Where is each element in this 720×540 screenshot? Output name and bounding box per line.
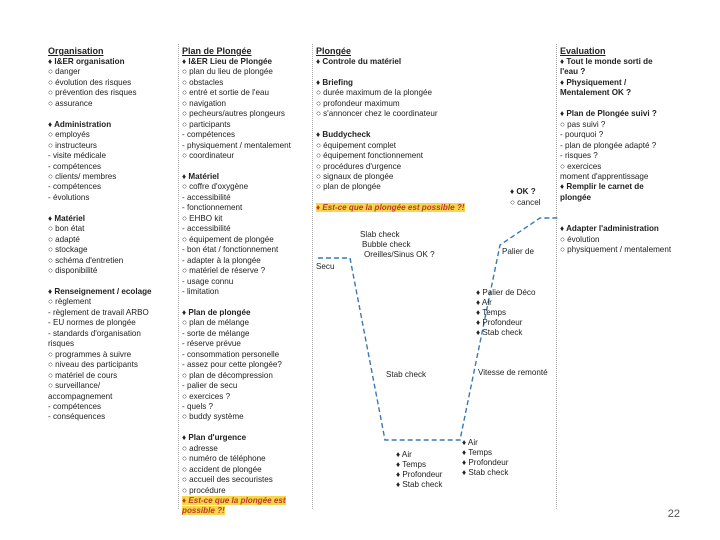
label-bottom-left-2: ♦ Temps xyxy=(396,460,427,469)
list-item: ○ prévention des risques xyxy=(48,88,137,98)
list-item: - assez pour cette plongée? xyxy=(182,360,282,370)
list-item: ○ entré et sortie de l'eau xyxy=(182,88,269,98)
list-item: - usage connu xyxy=(182,276,234,286)
list-item: ○ instructeurs xyxy=(48,140,97,150)
list-item: - compétences xyxy=(48,182,102,192)
list-item: - palier de secu xyxy=(182,381,238,391)
label-bottom-left-4: ♦ Stab check xyxy=(396,480,443,489)
list-item: - plan de plongée adapté ? xyxy=(560,140,657,150)
list-item: ♦ Buddycheck xyxy=(316,130,371,140)
list-item: ○ équipement complet xyxy=(316,140,397,150)
list-item: ♦ Plan de plongée xyxy=(182,307,251,317)
label-deco-2: ♦ Air xyxy=(476,298,492,307)
list-item: - risques ? xyxy=(560,151,598,161)
label-vitesse-remonte: Vitesse de remonté xyxy=(478,368,548,377)
column-heading: Organisation xyxy=(48,46,104,56)
list-item: - limitation xyxy=(182,286,219,296)
list-item: ○ participants xyxy=(182,119,231,129)
list-item: - réserve prévue xyxy=(182,339,241,349)
list-item: ♦ Matériel xyxy=(48,213,85,223)
list-item: ○ EHBO kit xyxy=(182,213,223,223)
list-item: ♦ Remplir le carnet de xyxy=(560,182,644,192)
list-item: - visite médicale xyxy=(48,151,107,161)
highlighted-text: possible ?! xyxy=(182,506,225,516)
list-item: - sorte de mélange xyxy=(182,328,250,338)
list-item: - bon état / fonctionnement xyxy=(182,245,279,255)
list-item: ○ accueil des secouristes xyxy=(182,475,273,485)
list-item: ○ durée maximum de la plongée xyxy=(316,88,433,98)
list-item: ○ niveau des participants xyxy=(48,360,138,370)
list-item: ♦ Adapter l'administration xyxy=(560,224,659,234)
list-item: ○ bon état xyxy=(48,224,85,234)
list-item: ○ matériel de réserve ? xyxy=(182,266,266,276)
list-item: ○ navigation xyxy=(182,98,227,108)
list-item: ○ clients/ membres xyxy=(48,171,117,181)
highlighted-text: ♦ Est-ce que la plongée est xyxy=(182,496,286,506)
list-item: - quels ? xyxy=(182,401,214,411)
label-secu: Secu xyxy=(316,262,335,271)
list-item: ♦ Plan d'urgence xyxy=(182,433,247,443)
list-item: - compétences xyxy=(48,161,102,171)
label-cancel: ○ cancel xyxy=(510,198,541,207)
list-item: - standards d'organisation xyxy=(48,328,141,338)
list-item: ♦ Matériel xyxy=(182,171,219,181)
label-bottom-right-2: ♦ Temps xyxy=(462,448,493,457)
list-item: ○ évolution des risques xyxy=(48,77,132,87)
list-item: - adapter à la plongée xyxy=(182,255,261,265)
list-item: moment d'apprentissage xyxy=(560,171,649,181)
label-descent-stab-check: Stab check xyxy=(386,370,427,379)
list-item: ○ coffre d'oxygène xyxy=(182,182,249,192)
list-item: ○ pecheurs/autres plongeurs xyxy=(182,109,285,119)
list-item: - conséquences xyxy=(48,412,106,422)
list-item: l'eau ? xyxy=(560,67,586,77)
list-item: ○ équipement fonctionnement xyxy=(316,151,424,161)
list-item: ○ disponibilité xyxy=(48,266,98,276)
list-item: ○ assurance xyxy=(48,98,93,108)
list-item: ○ signaux de plongée xyxy=(316,171,394,181)
label-bubble-check: Bubble check xyxy=(362,240,411,249)
list-item: ○ numéro de téléphone xyxy=(182,454,266,464)
list-item: - compétences xyxy=(48,401,102,411)
column-heading: Evaluation xyxy=(560,46,606,56)
list-item: - fonctionnement xyxy=(182,203,243,213)
label-ok: ♦ OK ? xyxy=(510,187,536,196)
list-item: - évolutions xyxy=(48,192,90,202)
label-oreilles: Oreilles/Sinus OK ? xyxy=(364,250,435,259)
list-item: ○ surveillance/ xyxy=(48,381,101,391)
column-heading: Plan de Plongée xyxy=(182,46,252,56)
list-item: ♦ Plan de Plongée suivi ? xyxy=(560,109,657,119)
list-item: ○ danger xyxy=(48,67,81,77)
list-item: ○ stockage xyxy=(48,245,88,255)
list-item: ○ pas suivi ? xyxy=(560,119,606,129)
list-item: ♦ I&ER Lieu de Plongée xyxy=(182,57,273,66)
list-item: - accessibilité xyxy=(182,224,231,234)
list-item: ♦ I&ER organisation xyxy=(48,57,125,66)
list-item: ○ règlement xyxy=(48,297,92,307)
list-item: ○ adapté xyxy=(48,234,80,244)
list-item: ○ procédure xyxy=(182,485,226,495)
label-deco-3: ♦ Temps xyxy=(476,308,507,317)
label-bottom-right-1: ♦ Air xyxy=(462,438,478,447)
list-item: Mentalement OK ? xyxy=(560,88,632,98)
list-item: ○ plan de plongée xyxy=(316,182,381,192)
list-item: plongée xyxy=(560,192,592,202)
list-item: ○ schéma d'entretien xyxy=(48,255,124,265)
list-item: ○ exercices ? xyxy=(182,391,231,401)
label-palier: Palier de xyxy=(502,247,534,256)
list-item: ♦ Renseignement / ecolage xyxy=(48,286,152,296)
highlighted-text: ♦ Est-ce que la plongée est possible ?! xyxy=(316,203,465,213)
list-item: ○ plan du lieu de plongée xyxy=(182,67,273,77)
list-item: risques xyxy=(48,339,75,349)
label-bottom-right-4: ♦ Stab check xyxy=(462,468,509,477)
list-item: ○ plan de décompression xyxy=(182,370,273,380)
list-item: ○ obstacles xyxy=(182,77,224,87)
list-item: - consommation personelle xyxy=(182,349,280,359)
list-item: - règlement de travail ARBO xyxy=(48,307,149,317)
list-item: ○ buddy système xyxy=(182,412,244,422)
list-item: ○ procédures d'urgence xyxy=(316,161,402,171)
list-item: ○ accident de plongée xyxy=(182,464,262,474)
list-item: ○ s'annoncer chez le coordinateur xyxy=(316,109,438,119)
list-item: - pourquoi ? xyxy=(560,130,604,140)
page-number: 22 xyxy=(667,508,680,520)
label-bottom-left-1: ♦ Air xyxy=(396,450,412,459)
list-item: ○ plan de mélange xyxy=(182,318,249,328)
list-item: ♦ Physiquement / xyxy=(560,77,627,87)
column-heading: Plongée xyxy=(316,46,352,56)
label-bottom-right-3: ♦ Profondeur xyxy=(462,458,509,467)
list-item: - compétences xyxy=(182,130,236,140)
list-item: ○ employés xyxy=(48,130,90,140)
list-item: ○ matériel de cours xyxy=(48,370,118,380)
list-item: ♦ Administration xyxy=(48,119,112,129)
list-item: ○ coordinateur xyxy=(182,151,235,161)
label-bottom-left-3: ♦ Profondeur xyxy=(396,470,443,479)
list-item: ♦ Briefing xyxy=(316,77,353,87)
label-deco-4: ♦ Profondeur xyxy=(476,318,523,327)
list-item: ○ adresse xyxy=(182,443,218,453)
list-item: - physiquement / mentalement xyxy=(182,140,291,150)
list-item: - EU normes de plongée xyxy=(48,318,136,328)
list-item: ○ profondeur maximum xyxy=(316,98,400,108)
label-deco-1: ♦ Palier de Déco xyxy=(476,288,536,297)
label-slab-check: Slab check xyxy=(360,230,400,239)
label-deco-5: ♦ Stab check xyxy=(476,328,523,337)
list-item: ♦ Tout le monde sorti de xyxy=(560,57,653,66)
list-item: - accessibilité xyxy=(182,192,231,202)
list-item: ○ équipement de plongée xyxy=(182,234,274,244)
list-item: ○ physiquement / mentalement xyxy=(560,245,672,255)
list-item: accompagnement xyxy=(48,391,113,401)
list-item: ♦ Controle du matériel xyxy=(316,57,402,66)
list-item: ○ évolution xyxy=(560,234,600,244)
list-item: ○ exercices xyxy=(560,161,602,171)
list-item: ○ programmes à suivre xyxy=(48,349,132,359)
